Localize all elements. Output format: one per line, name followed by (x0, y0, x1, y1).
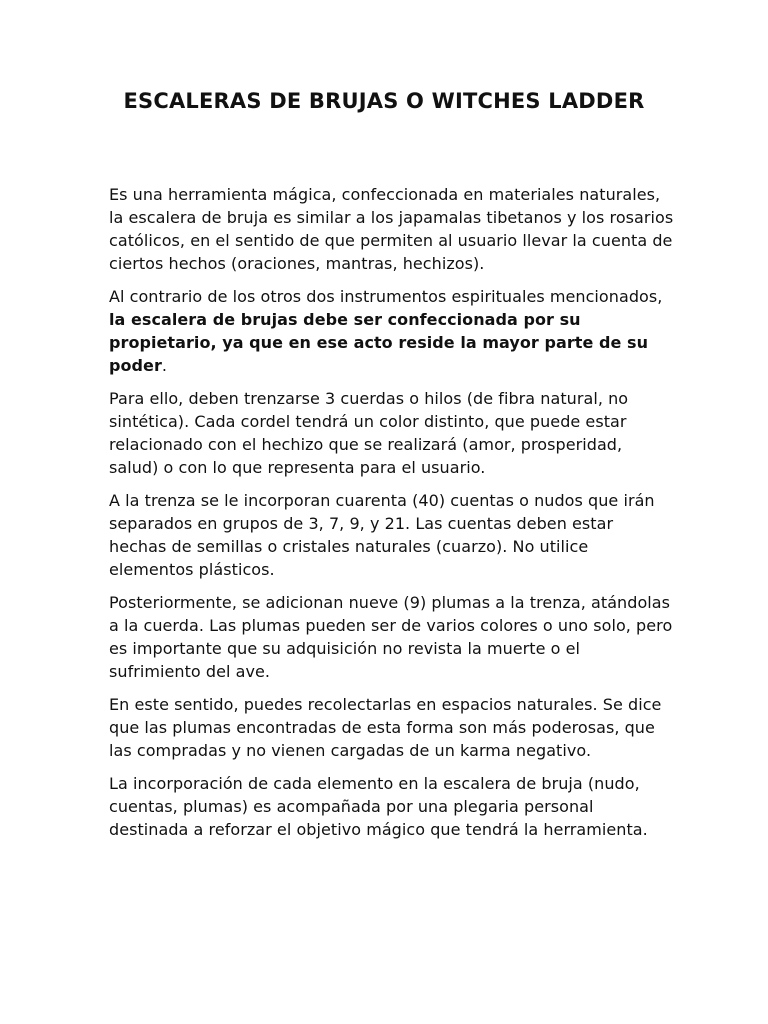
paragraph-2 (109, 285, 674, 377)
paragraph-2-intro: Al contrario de los otros dos instrumentos espirituales mencionados, (109, 287, 663, 306)
document-title: ESCALERAS DE BRUJAS O WITCHES LADDER (123, 89, 645, 113)
paragraph-7: La incorporación de cada elemento en la escalera de bruja (nudo, cuentas, plumas) es acompañada por una plegaria personal destinada a reforzar el objetivo mágico que tendrá la herramienta. (109, 774, 648, 839)
paragraph-2-end: . (161, 356, 168, 375)
paragraph-6: En este sentido, puedes recolectarlas en espacios naturales. Se dice que las plumas encontradas de esta forma son más poderosas, que las compradas y no vienen cargadas de un karma negativo. (109, 695, 662, 760)
paragraph-1: Es una herramienta mágica, confeccionada en materiales naturales, la escalera de bruja es similar a los japamalas tibetanos y los rosarios católicos, en el sentido de que permiten al usuario llevar la cuenta de ciertos hechos (oraciones, mantras, hechizos). (109, 185, 674, 273)
paragraph-3: Para ello, deben trenzarse 3 cuerdas o hilos (de fibra natural, no sintética). Cada cordel tendrá un color distinto, que puede estar relacionado con el hechizo que se realizará (amor, prosperidad, salud) o con lo que representa para el usuario. (109, 389, 629, 477)
paragraph-2-bold: la escalera de brujas debe ser confeccionada por su propietario, ya que en ese acto reside la mayor parte de su poder (109, 310, 649, 375)
paragraph-4: A la trenza se le incorporan cuarenta (40) cuentas o nudos que irán separados en grupos de 3, 7, 9, y 21. Las cuentas deben estar hechas de semillas o cristales naturales (cuarzo). No utilice elementos plásticos. (109, 491, 655, 579)
paragraph-5: Posteriormente, se adicionan nueve (9) plumas a la trenza, atándolas a la cuerda. Las plumas pueden ser de varios colores o uno solo, pero es importante que su adquisición no revista la muerte o el sufrimiento del ave. (109, 593, 673, 681)
document-body (109, 183, 674, 851)
